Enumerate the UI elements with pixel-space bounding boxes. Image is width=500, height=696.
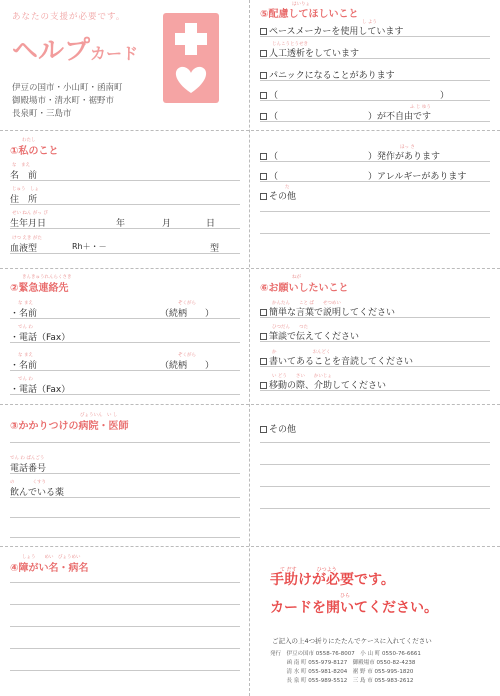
contact2-phone-line: [10, 394, 240, 395]
disability-line-1: [10, 582, 240, 583]
consideration-line-5: [260, 121, 490, 122]
medication-label: 飲んでいる薬: [10, 488, 65, 498]
help-mark-logo: [163, 13, 219, 103]
cross-heart-icon: [163, 13, 219, 103]
hospital-line-1: [10, 442, 240, 443]
contact1-name-row: ・名前 （続柄 ）: [10, 309, 215, 319]
checkbox[interactable]: [260, 193, 267, 200]
checkbox[interactable]: [260, 92, 267, 99]
request-line-6: [260, 464, 490, 465]
medication-line-2: [10, 517, 240, 518]
consideration-line-1: [260, 36, 490, 37]
disability-line-3: [10, 626, 240, 627]
checkbox[interactable]: [260, 173, 267, 180]
medication-line-1: [10, 497, 240, 498]
emergency-contact-section: きんきゅうれんらくさき ②緊急連絡先 な まえ ・名前 （続柄 ） ぞくがら でん わ ・電話（Fax） な まえ ・名前 （続柄 ） ぞくがら でん わ ・電話（Fax）: [0, 268, 250, 404]
birthdate-line: [10, 228, 240, 229]
consideration-line-9: [260, 233, 490, 234]
emergency-title: ②緊急連絡先: [10, 283, 69, 294]
hospital-phone-line: [10, 473, 240, 474]
disability-line-5: [10, 670, 240, 671]
request-read-aloud[interactable]: 書いてあることを音読してください: [260, 354, 490, 367]
my-info-section: わたし ①私のこと な まえ 名 前 じゅう しょ 住 所 せい ねん がっ ぴ 生年月日 年 月 日 けつ えき がた 血液型 Rh＋・－ 型: [0, 130, 250, 268]
checkbox[interactable]: [260, 358, 267, 365]
disability-section: しょう めい びょうめい ④障がい名・病名: [0, 546, 250, 696]
name-label: 名 前: [10, 171, 38, 181]
disability-line-4: [10, 648, 240, 649]
address-label: 住 所: [10, 195, 38, 205]
contact2-phone-label: ・電話（Fax）: [10, 385, 71, 395]
consideration-line-4: [260, 100, 490, 101]
considerations-section: はいりょ ⑤配慮してほしいこと し よう ペースメーカーを使用しています じんこうとうせき 人工透析をしています パニックになることがあります （ ） ふ じ ゆう （ ）が不自由です ほっ さ （ ）発作があります （ ）アレルギーがあります た その他: [250, 0, 500, 268]
help-needed-title: 手助けが必要です。 カードを開いてください。: [270, 572, 438, 616]
name-line: [10, 180, 240, 181]
checkbox[interactable]: [260, 309, 267, 316]
cover-tagline: あなたの支援が必要です。: [12, 12, 126, 22]
contact2-name-line: [10, 370, 240, 371]
hospital-section: びょういん い し ③かかりつけの病院・医師 でん わ ばんごう 電話番号 の くすり 飲んでいる薬: [0, 404, 250, 546]
disability-title: ④障がい名・病名: [10, 563, 89, 574]
contact1-name-line: [10, 318, 240, 319]
consideration-other[interactable]: その他: [260, 189, 490, 202]
cover-title: ヘルプカード: [12, 36, 139, 66]
checkbox[interactable]: [260, 333, 267, 340]
request-line-3: [260, 366, 490, 367]
consideration-panic[interactable]: パニックになることがあります: [260, 68, 490, 81]
fold-instruction: ご記入の上4つ折りにたたんでケースに入れてください: [272, 637, 432, 645]
request-line-2: [260, 341, 490, 342]
contact1-phone-label: ・電話（Fax）: [10, 333, 71, 343]
consideration-allergy[interactable]: （ ）アレルギーがあります: [260, 169, 490, 182]
medication-line-3: [10, 537, 240, 538]
blood-type-row: 血液型 Rh＋・－ 型: [10, 242, 220, 254]
consideration-blank[interactable]: （ ）: [260, 88, 490, 101]
checkbox[interactable]: [260, 50, 267, 57]
request-writing[interactable]: 筆談で伝えてください: [260, 329, 490, 342]
birthdate-row: 生年月日 年 月 日: [10, 219, 216, 229]
disability-line-2: [10, 604, 240, 605]
consideration-impairment[interactable]: （ ）が不自由です: [260, 109, 490, 122]
publisher-contacts: 発行 伊豆の国市 0558-76-8007 小 山 町 0550-76-6661 函 南 町 055-979-8127 御殿場市 0550-82-4238 清 水 町 055-981-8204 裾 野 市 055-995-1820 長 泉 町 055-989-5512 三 島 市 055-983-2612: [270, 651, 421, 684]
consideration-dialysis[interactable]: 人工透析をしています: [260, 46, 490, 59]
consideration-seizure[interactable]: （ ）発作があります: [260, 149, 490, 162]
checkbox[interactable]: [260, 113, 267, 120]
contact2-name-row: ・名前 （続柄 ）: [10, 361, 215, 371]
request-other[interactable]: その他: [260, 422, 490, 435]
checkbox[interactable]: [260, 426, 267, 433]
checkbox[interactable]: [260, 28, 267, 35]
checkbox[interactable]: [260, 153, 267, 160]
consideration-line-3: [260, 80, 490, 81]
blood-type-line: [10, 253, 240, 254]
request-simple-words[interactable]: 簡単な言葉で説明してください: [260, 305, 490, 318]
checkbox[interactable]: [260, 382, 267, 389]
consideration-pacemaker[interactable]: ペースメーカーを使用しています: [260, 24, 490, 37]
address-line: [10, 204, 240, 205]
consideration-line-8: [260, 211, 490, 212]
request-line-1: [260, 317, 490, 318]
consideration-line-6: [260, 161, 490, 162]
contact1-phone-line: [10, 342, 240, 343]
consideration-line-2: [260, 58, 490, 59]
request-line-4: [260, 390, 490, 391]
hospital-title: ③かかりつけの病院・医師: [10, 421, 129, 432]
request-line-5: [260, 442, 490, 443]
cover-cities: 伊豆の国市・小山町・函南町 御殿場市・清水町・裾野市 長泉町・三島市: [12, 83, 123, 119]
requests-section: ねが ⑥お願いしたいこと かんたん こと ば せつめい 簡単な言葉で説明してください ひつだん つた 筆談で伝えてください か おんどく 書いてあることを音読してください い どう さい かいじょ 移動の際、介助してください その他: [250, 268, 500, 546]
hospital-phone-label: 電話番号: [10, 464, 47, 474]
request-line-8: [260, 508, 490, 509]
request-mobility[interactable]: 移動の際、介助してください: [260, 378, 490, 391]
request-line-7: [260, 486, 490, 487]
my-info-title: ①私のこと: [10, 146, 59, 157]
checkbox[interactable]: [260, 72, 267, 79]
requests-title: ⑥お願いしたいこと: [260, 283, 349, 294]
consideration-line-7: [260, 181, 490, 182]
cover-panel: [0, 0, 250, 130]
considerations-title: ⑤配慮してほしいこと: [260, 9, 359, 20]
